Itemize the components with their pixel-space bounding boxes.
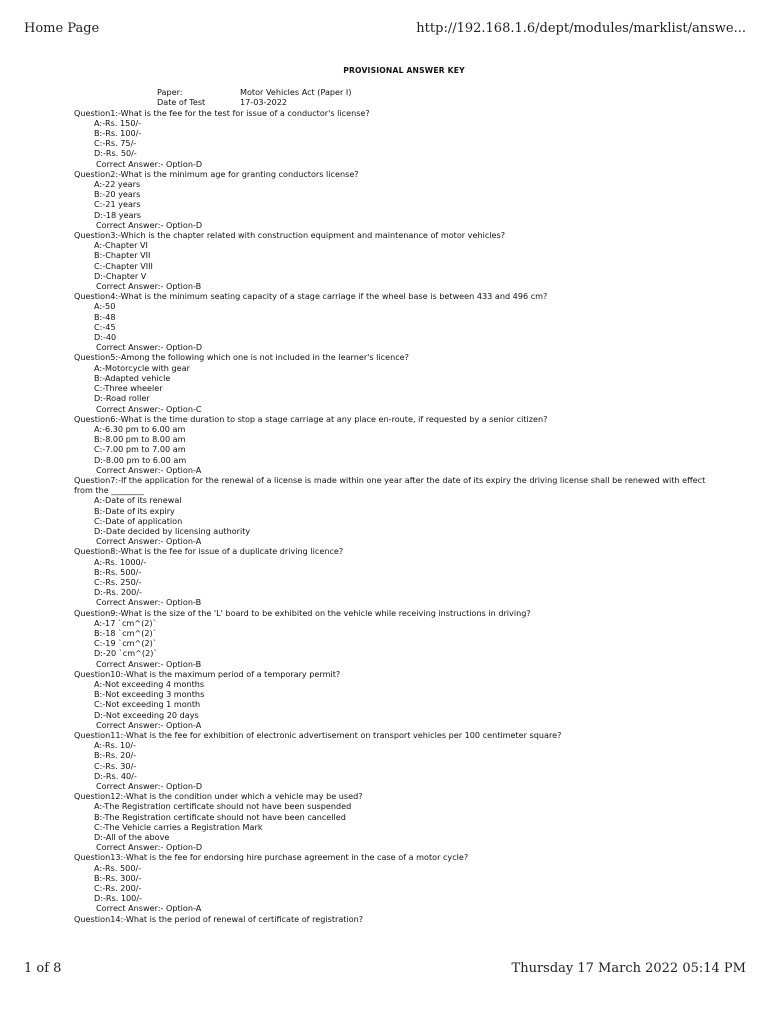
correct-answer: Correct Answer:- Option-A <box>96 719 202 730</box>
question-list <box>74 108 714 924</box>
question-block <box>74 352 714 413</box>
page-label: Home Page <box>24 21 100 36</box>
answer-option: D:-All of the above <box>94 832 170 843</box>
answer-option: C:-Chapter VIII <box>94 260 153 271</box>
answer-option: C:-Rs. 30/- <box>94 760 137 771</box>
answer-option: D:-40 <box>94 332 117 343</box>
answer-option: A:-50 <box>94 301 116 312</box>
page-url: http://192.168.1.6/dept/modules/marklist/answe... <box>416 21 746 36</box>
print-header <box>24 21 746 36</box>
print-timestamp: Thursday 17 March 2022 05:14 PM <box>511 961 746 976</box>
question-text: Question10:-What is the maximum period of a temporary permit? <box>74 668 341 679</box>
page-count: 1 of 8 <box>24 961 62 976</box>
correct-answer: Correct Answer:- Option-D <box>96 158 203 169</box>
answer-option: B:-Date of its expiry <box>94 505 175 516</box>
answer-option: D:-Rs. 200/- <box>94 587 142 598</box>
answer-option: B:-Rs. 300/- <box>94 872 142 883</box>
question-block <box>74 169 714 230</box>
answer-option: B:-Rs. 100/- <box>94 128 142 139</box>
answer-option: C:-Rs. 200/- <box>94 883 142 894</box>
answer-option: A:-Not exceeding 4 months <box>94 678 205 689</box>
answer-option: D:-Road roller <box>94 393 150 404</box>
answer-option: B:-8.00 pm to 8.00 am <box>94 434 186 445</box>
answer-option: B:-The Registration certificate should not have been cancelled <box>94 811 346 822</box>
answer-option: B:-Not exceeding 3 months <box>94 689 205 700</box>
answer-option: C:-21 years <box>94 199 141 210</box>
question-text: Question1:-What is the fee for the test for issue of a conductor's license? <box>74 107 370 118</box>
answer-option: A:-Rs. 1000/- <box>94 556 147 567</box>
answer-option: B:-48 <box>94 311 116 322</box>
question-text: Question2:-What is the minimum age for granting conductors license? <box>74 168 359 179</box>
answer-option: C:-Three wheeler <box>94 383 163 394</box>
correct-answer: Correct Answer:- Option-B <box>96 658 202 669</box>
answer-option: D:-Rs. 40/- <box>94 770 137 781</box>
question-text: Question5:-Among the following which one is not included in the learner's licence? <box>74 352 409 363</box>
answer-option: C:-The Vehicle carries a Registration Mark <box>94 821 263 832</box>
correct-answer: Correct Answer:- Option-D <box>96 219 203 230</box>
answer-option: D:-Date decided by licensing authority <box>94 525 251 536</box>
correct-answer: Correct Answer:- Option-B <box>96 597 202 608</box>
answer-option: D:-8.00 pm to 6.00 am <box>94 454 187 465</box>
question-block <box>74 475 714 546</box>
document-title: PROVISIONAL ANSWER KEY <box>343 66 465 75</box>
question-text: Question7:-If the application for the renewal of a license is made within one year after the date of its expiry the driving license shall be renewed with effect from the ________ <box>74 474 706 496</box>
answer-option: C:-19 `cm^(2)` <box>94 638 157 649</box>
answer-option: B:-20 years <box>94 189 141 200</box>
question-text: Question4:-What is the minimum seating capacity of a stage carriage if the wheel base is between 433 and 496 cm? <box>74 291 548 302</box>
question-block <box>74 914 714 924</box>
answer-option: D:-Not exceeding 20 days <box>94 709 199 720</box>
question-block <box>74 414 714 475</box>
answer-option: D:-Chapter V <box>94 270 147 281</box>
answer-option: C:-Not exceeding 1 month <box>94 699 201 710</box>
answer-option: A:-6.30 pm to 6.00 am <box>94 423 186 434</box>
correct-answer: Correct Answer:- Option-A <box>96 464 202 475</box>
meta-label: Paper: <box>157 87 183 98</box>
answer-option: C:-45 <box>94 321 116 332</box>
meta-row <box>74 87 714 97</box>
question-block <box>74 669 714 730</box>
answer-option: C:-Rs. 250/- <box>94 576 142 587</box>
answer-option: A:-Rs. 10/- <box>94 740 136 751</box>
question-text: Question11:-What is the fee for exhibition of electronic advertisement on transport vehicles per 100 centimeter square? <box>74 730 562 740</box>
answer-option: C:-7.00 pm to 7.00 am <box>94 444 186 455</box>
question-text: Question6:-What is the time duration to stop a stage carriage at any place en-route, if requested by a senior citizen? <box>74 413 548 424</box>
correct-answer: Correct Answer:- Option-D <box>96 781 203 792</box>
correct-answer: Correct Answer:- Option-D <box>96 842 203 853</box>
correct-answer: Correct Answer:- Option-A <box>96 536 202 547</box>
answer-key-document <box>74 66 714 924</box>
correct-answer: Correct Answer:- Option-D <box>96 342 203 353</box>
question-text: Question8:-What is the fee for issue of a duplicate driving licence? <box>74 546 344 557</box>
meta-value: Motor Vehicles Act (Paper I) <box>240 87 352 98</box>
answer-option: B:-Rs. 500/- <box>94 566 142 577</box>
question-block <box>74 546 714 607</box>
answer-option: C:-Date of application <box>94 515 183 526</box>
question-block <box>74 730 714 791</box>
question-text: Question12:-What is the condition under which a vehicle may be used? <box>74 791 363 802</box>
answer-option: D:-Rs. 100/- <box>94 893 142 904</box>
answer-option: A:-Chapter VI <box>94 240 148 251</box>
print-footer <box>24 961 746 976</box>
correct-answer: Correct Answer:- Option-B <box>96 281 202 292</box>
question-block <box>74 608 714 669</box>
answer-option: B:-Rs. 20/- <box>94 750 137 761</box>
answer-option: D:-Rs. 50/- <box>94 148 137 159</box>
question-text: Question9:-What is the size of the 'L' board to be exhibited on the vehicle while receiving instructions in driving? <box>74 607 531 618</box>
answer-option: A:-The Registration certificate should not have been suspended <box>94 801 352 812</box>
question-text: Question3:-Which is the chapter related with construction equipment and maintenance of motor vehicles? <box>74 230 506 241</box>
answer-option: D:-18 years <box>94 209 142 220</box>
meta-label: Date of Test <box>157 97 206 108</box>
answer-option: C:-Rs. 75/- <box>94 138 137 149</box>
answer-option: B:-Chapter VII <box>94 250 151 261</box>
answer-option: A:-Rs. 500/- <box>94 862 142 873</box>
question-text: Question14:-What is the period of renewal of certificate of registration? <box>74 913 364 924</box>
answer-option: A:-22 years <box>94 179 141 190</box>
answer-option: D:-20 `cm^(2)` <box>94 648 158 659</box>
answer-option: B:-18 `cm^(2)` <box>94 627 157 638</box>
question-block <box>74 852 714 913</box>
meta-value: 17-03-2022 <box>240 97 288 108</box>
answer-option: A:-17 `cm^(2)` <box>94 617 157 628</box>
question-block <box>74 291 714 352</box>
question-block <box>74 791 714 852</box>
meta-row <box>74 97 714 107</box>
correct-answer: Correct Answer:- Option-C <box>96 403 202 414</box>
question-text: Question13:-What is the fee for endorsing hire purchase agreement in the case of a motor cycle? <box>74 852 469 863</box>
test-meta <box>74 87 714 107</box>
question-block <box>74 230 714 291</box>
question-block <box>74 108 714 169</box>
answer-option: B:-Adapted vehicle <box>94 372 171 383</box>
answer-option: A:-Motorcycle with gear <box>94 362 190 373</box>
correct-answer: Correct Answer:- Option-A <box>96 903 202 914</box>
answer-option: A:-Date of its renewal <box>94 495 182 506</box>
answer-option: A:-Rs. 150/- <box>94 117 142 128</box>
